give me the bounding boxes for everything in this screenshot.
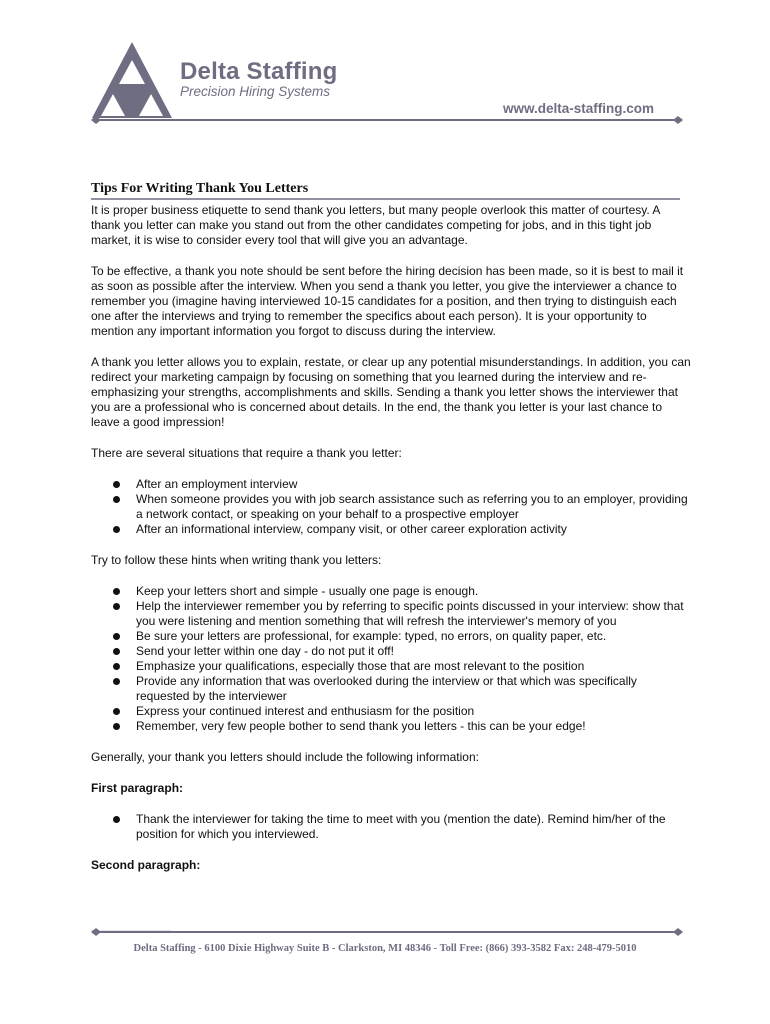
list-item xyxy=(136,584,691,599)
list-item xyxy=(136,674,691,704)
paragraph-intro: It is proper business etiquette to send thank you letters, but many people overlook this matter of courtesy. A thank you letter can make you stand out from the other candidates competing for jobs, and in this tight job market, it is wise to consider every tool that will give you an advantage. xyxy=(91,203,660,247)
list-item-text: Help the interviewer remember you by referring to specific points discussed in your interview: show that you were listening and mention something that will refresh the interviewer's memory of you xyxy=(136,599,684,628)
paragraph-purpose: A thank you letter allows you to explain, restate, or clear up any potential misunderstandings. In addition, you can redirect your marketing campaign by focusing on something that you learned during the interview and re-emphasizing your strengths, accomplishments and skills. Sending a thank you letter shows the interviewer that you are a professional who is concerned about details. In the end, the thank you letter is your last chance to leave a good impression! xyxy=(91,355,691,429)
document-body xyxy=(91,203,691,889)
paragraph-situations-intro: There are several situations that require a thank you letter: xyxy=(91,446,402,460)
bullet-icon xyxy=(113,678,120,685)
document-title: Tips For Writing Thank You Letters xyxy=(91,181,309,196)
list-item-text: Express your continued interest and enthusiasm for the position xyxy=(136,704,475,718)
bullet-icon xyxy=(113,603,120,610)
website-url: www.delta-staffing.com xyxy=(503,101,655,116)
bullet-icon xyxy=(113,633,120,640)
delta-triangle-logo xyxy=(92,42,172,125)
list-item-text: When someone provides you with job search assistance such as referring you to an employer, providing a network contact, or speaking on your behalf to a prospective employer xyxy=(136,492,688,521)
header-divider xyxy=(0,114,770,126)
footer-divider xyxy=(0,926,770,938)
paragraph-include-intro: Generally, your thank you letters should include the following information: xyxy=(91,750,479,764)
title-underline xyxy=(0,197,770,201)
bullet-icon xyxy=(113,816,120,823)
list-item xyxy=(136,719,691,734)
list-item-text: Be sure your letters are professional, for example: typed, no errors, on quality paper, etc. xyxy=(136,629,607,643)
bullet-icon xyxy=(113,708,120,715)
list-item-text: Send your letter within one day - do not put it off! xyxy=(136,644,394,658)
paragraph-timing: To be effective, a thank you note should be sent before the hiring decision has been made, so it is best to mail it as soon as possible after the interview. When you send a thank you letter, you give the interviewer a chance to remember you (imagine having interviewed 10-15 candidates for a position, and then trying to distinguish each one after the interviews and trying to remember the specifics about each person). It is your opportunity to mention any important information you forgot to discuss during the interview. xyxy=(91,264,684,338)
list-item xyxy=(136,477,691,492)
list-item-text: Keep your letters short and simple - usually one page is enough. xyxy=(136,584,479,598)
list-item-text: Remember, very few people bother to send thank you letters - this can be your edge! xyxy=(136,719,586,733)
hints-list xyxy=(91,584,691,734)
list-item-text: After an informational interview, company visit, or other career exploration activity xyxy=(136,522,567,536)
list-item-text: Provide any information that was overlooked during the interview or that which was specifically requested by the interviewer xyxy=(136,674,637,703)
bullet-icon xyxy=(113,588,120,595)
list-item-text: Emphasize your qualifications, especially those that are most relevant to the position xyxy=(136,659,585,673)
bullet-icon xyxy=(113,481,120,488)
bullet-icon xyxy=(113,648,120,655)
first-paragraph-list xyxy=(91,812,691,842)
footer-contact: Delta Staffing - 6100 Dixie Highway Suite B - Clarkston, MI 48346 - Toll Free: (866) 393-3582 Fax: 248-479-5010 xyxy=(133,943,637,954)
bullet-icon xyxy=(113,496,120,503)
second-paragraph-heading: Second paragraph: xyxy=(91,858,201,872)
list-item xyxy=(136,659,691,674)
list-item-text: Thank the interviewer for taking the time to meet with you (mention the date). Remind him/her of the position for which you interviewed. xyxy=(136,812,666,841)
list-item xyxy=(136,492,691,522)
list-item xyxy=(136,812,691,842)
list-item xyxy=(136,599,691,629)
bullet-icon xyxy=(113,723,120,730)
company-tagline: Precision Hiring Systems xyxy=(180,84,331,99)
list-item xyxy=(136,644,691,659)
company-name: Delta Staffing xyxy=(180,58,338,85)
list-item xyxy=(136,629,691,644)
list-item-text: After an employment interview xyxy=(136,477,298,491)
first-paragraph-heading: First paragraph: xyxy=(91,781,184,795)
situations-list xyxy=(91,477,691,537)
bullet-icon xyxy=(113,663,120,670)
list-item xyxy=(136,522,691,537)
bullet-icon xyxy=(113,526,120,533)
paragraph-hints-intro: Try to follow these hints when writing thank you letters: xyxy=(91,553,382,567)
list-item xyxy=(136,704,691,719)
